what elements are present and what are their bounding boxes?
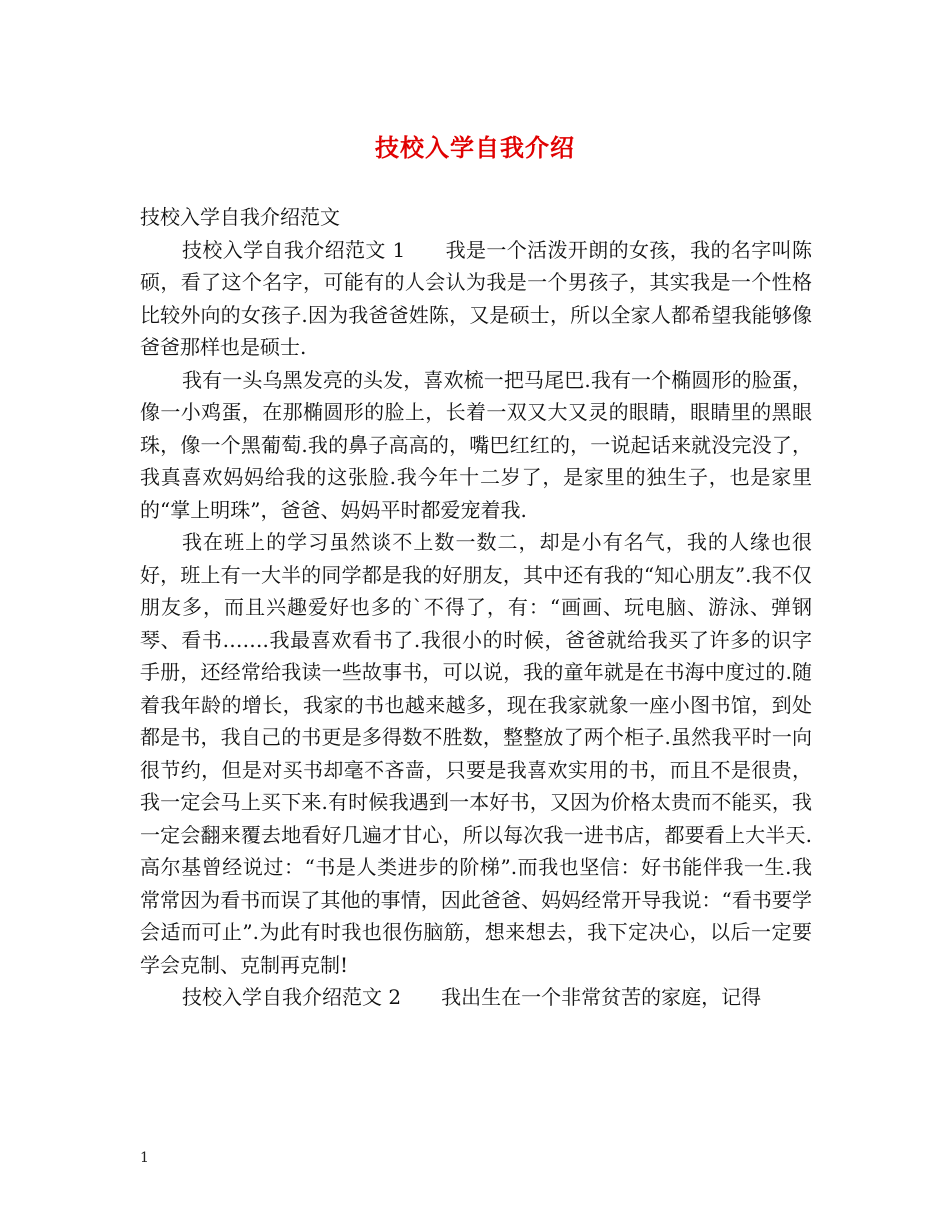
document-title: 技校入学自我介绍 [375, 133, 575, 162]
document-body [140, 201, 812, 1014]
paragraph-2: 我有一头乌黑发亮的头发，喜欢梳一把马尾巴.我有一个椭圆形的脸蛋，像一小鸡蛋，在那椭圆形的脸上，长着一双又大又灵的眼睛，眼睛里的黑眼珠，像一个黑葡萄.我的鼻子高高的，嘴巴红红的，一说起话来就没完没了，我真喜欢妈妈给我的这张脸.我今年十二岁了，是家里的独生子，也是家里的“掌上明珠”，爸爸、妈妈平时都爱宠着我. [140, 367, 812, 522]
section-text-1: 我是一个活泼开朗的女孩，我的名字叫陈硕，看了这个名字，可能有的人会认为我是一个男孩子，其实我是一个性格比较外向的女孩子.因为我爸爸姓陈，又是硕士，所以全家人都希望我能够像爸爸那样也是硕士. [140, 237, 812, 359]
page-number: 1 [140, 1150, 149, 1166]
section-text-2: 我出生在一个非常贫苦的家庭，记得 [441, 985, 762, 1009]
paragraph-1 [140, 234, 812, 364]
paragraph-4 [140, 981, 812, 1014]
section-heading-2: 技校入学自我介绍范文 2 [182, 985, 402, 1009]
section-heading-1: 技校入学自我介绍范文 1 [182, 237, 406, 262]
subtitle: 技校入学自我介绍范文 [140, 205, 340, 229]
paragraph-3: 我在班上的学习虽然谈不上数一数二，却是小有名气，我的人缘也很好，班上有一大半的同学都是我的好朋友，其中还有我的“知心朋友”.我不仅朋友多，而且兴趣爱好也多的`不得了，有：“画画、玩电脑、游泳、弹钢琴、看书…….我最喜欢看书了.我很小的时候，爸爸就给我买了许多的识字手册，还经常给我读一些故事书，可以说，我的童年就是在书海中度过的.随着我年龄的增长，我家的书也越来越多，现在我家就象一座小图书馆，到处都是书，我自己的书更是多得数不胜数，整整放了两个柜子.虽然我平时一向很节约，但是对买书却毫不吝啬，只要是我喜欢实用的书，而且不是很贵，我一定会马上买下来.有时候我遇到一本好书，又因为价格太贵而不能买，我一定会翻来覆去地看好几遍才甘心，所以每次我一进书店，都要看上大半天.高尔基曾经说过：“书是人类进步的阶梯”.而我也坚信：好书能伴我一生.我常常因为看书而误了其他的事情，因此爸爸、妈妈经常开导我说：“看书要学会适而可止”.为此有时我也很伤脑筋，想来想去，我下定决心，以后一定要学会克制、克制再克制! [140, 530, 812, 977]
